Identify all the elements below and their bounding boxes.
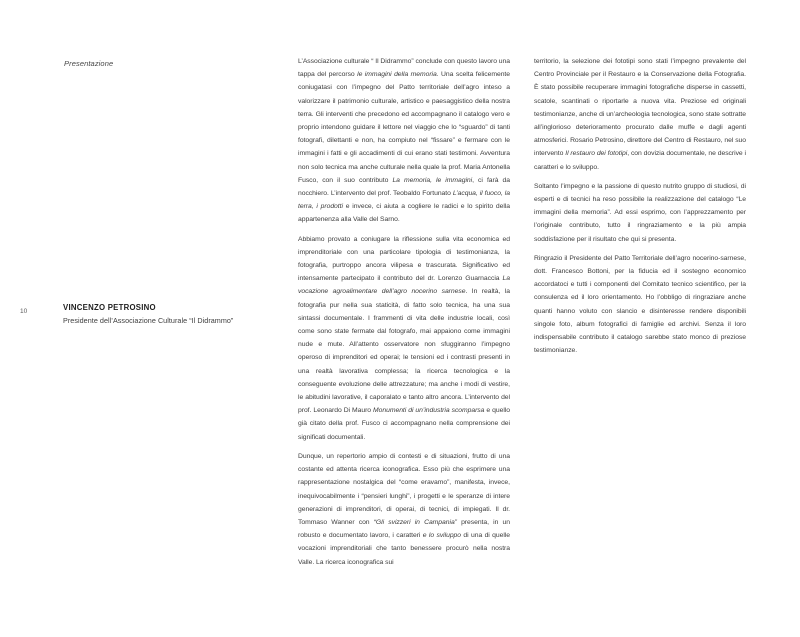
text-run: . In realtà, la fotografia pur nella sua staticità, di fatto solo tecnica, ha una sua sintassi documentale. I frammenti di vita delle industrie locali, così come sono state fermate dal fotografo, mai appaiono come immagini nude e mute. All’attento osservatore non sfuggiranno l’impegno operoso di imprenditori ed operai; le tensioni ed i contrasti presenti in una realtà lavorativa complessa; la ricerca tecnologica e la conseguente evoluzione delle attrezzature; ma anche i modi di vestire, le abitudini lavorative, il caporalato e tanto altro ancora. L’intervento del prof. Leonardo Di Mauro [298,288,510,415]
section-label: Presentazione [64,59,114,68]
text-run: “Gli svizzeri in Campania” [373,518,457,526]
text-run: Dunque, un repertorio ampio di contesti e di situazioni, frutto di una costante ed attenta ricerca iconografica. Esso più che esprimere una rappresentazione nostalgica del “come eravamo”, manifesta, invece, inequivocabilmente i “pensieri lunghi”, i progetti e le speranze di intere generazioni di imprenditori, di operai, di tecnici, di impiegati. Il dr. Tommaso Wanner con [298,452,510,526]
text-run: , con dovizia documentale, ne descrive i caratteri e lo sviluppo. [534,150,746,171]
text-run: , ci farà da nocchiero. L’intervento del prof. Teobaldo Fortunato [298,176,511,198]
text-run: Soltanto l’impegno e la passione di questo nutrito gruppo di studiosi, di esperti e di tecnici ha reso possibile la realizzazione del catalogo “Le immagini della memoria”. Ad essi esprimo, con l’apprezzamento per l’originale contributo, tutto il ringraziamento e la più ampia soddisfazione per il risultato che qui si presenta. [534,182,746,243]
text-run: Monumenti di un’industria scomparsa [373,407,485,415]
text-run: La vocazione agroalimentare dell’agro nocerino sarnese [298,275,510,296]
paragraph [534,252,746,358]
text-run: e quello già citato della prof. Fusco ci accompagnano nella comprensione dei significati documentali. [298,407,510,441]
text-run: L’acqua, il fuoco, la terra, i prodotti [298,190,510,211]
paragraph [298,233,510,444]
text-run: presenta, in un robusto e documentato lavoro, i caratteri [298,518,510,540]
paragraph [298,450,510,569]
text-run: e lo sviluppo [422,532,462,540]
text-run: e invece, ci aiuta a cogliere le radici e lo spirito della appartenenza alla Valle del Sarno. [298,203,510,224]
text-run: La memoria, le immagini [392,176,473,184]
text-run: . Una scelta felicemente coniugatasi con l’impegno del Patto territoriale dell’agro inteso a valorizzare il patrimonio culturale, artistico e paesaggistico della nostra terra. Gli interventi che precedono ed accompagnano il catalogo vero e proprio intendono guidare il lettore nel viaggio che lo “sguardo” di tanti fotografi, dilettanti e non, ha compiuto nel “fissare” e fermare con le immagini i fatti e gli accadimenti di cui erano stati testimoni. Avventura non solo tecnica ma anche culturale nella quale la prof. Maria Antonella Fusco, con il suo contributo [298,71,510,184]
author-title: Presidente dell’Associazione Culturale “Il Didrammo” [63,316,234,325]
paragraph [534,55,746,174]
right-text-column [534,55,746,363]
paragraph [298,55,510,227]
paragraph [534,180,746,246]
text-run: Il restauro dei fototipi [565,150,628,158]
text-run: di una di quelle vocazioni imprenditoriali che tanto benessere procurò nella nostra Valle. La ricerca iconografica sui [298,532,510,566]
text-run: territorio, la selezione dei fototipi sono stati l’impegno prevalente del Centro Provinciale per il Restauro e la Conservazione della Fotografia. È stato possibile recuperare immagini fotografiche disperse in cassetti, scatole, scantinati o riportarle a nuova vita. Preziose ed originali testimonianze, anche di un’archeologia tecnologica, sono state sottratte all’inglorioso deterioramento procurato dalle muffe e dagli agenti atmosferici. Rosario Petrosino, direttore del Centro di Restauro, nel suo intervento [534,58,746,158]
text-run: le immagini della memoria [357,71,437,79]
text-run: Abbiamo provato a coniugare la riflessione sulla vita economica ed imprenditoriale con una particolare tipologia di testimonianza, la fotografia, purtroppo ancora vilipesa e trascurata. Significativo ed intensamente partecipato il contributo del dr. Lorenzo Guarnaccia [298,235,510,283]
page-number: 10 [20,308,28,315]
author-name: VINCENZO PETROSINO [63,303,156,312]
author-block [63,303,293,325]
center-text-column [298,55,510,575]
text-run: L’Associazione culturale “ Il Didrammo” conclude con questo lavoro una tappa del percorso [298,58,510,79]
text-run: Ringrazio il Presidente del Patto Territoriale dell’agro nocerino-sarnese, dott. Francesco Bottoni, per la fiducia ed il sostegno economico accordatoci e tutti i componenti del Comitato tecnico scientifico, per la consulenza ed il loro orientamento. Ho l’obbligo di ringraziare anche quanti hanno voluto con slancio e disinteresse rendere disponibili singole foto, album fotografici di famiglie ed archivi. Senza il loro indispensabile contributo il catalogo sarebbe stato monco di preziose testimonianze. [534,254,746,355]
